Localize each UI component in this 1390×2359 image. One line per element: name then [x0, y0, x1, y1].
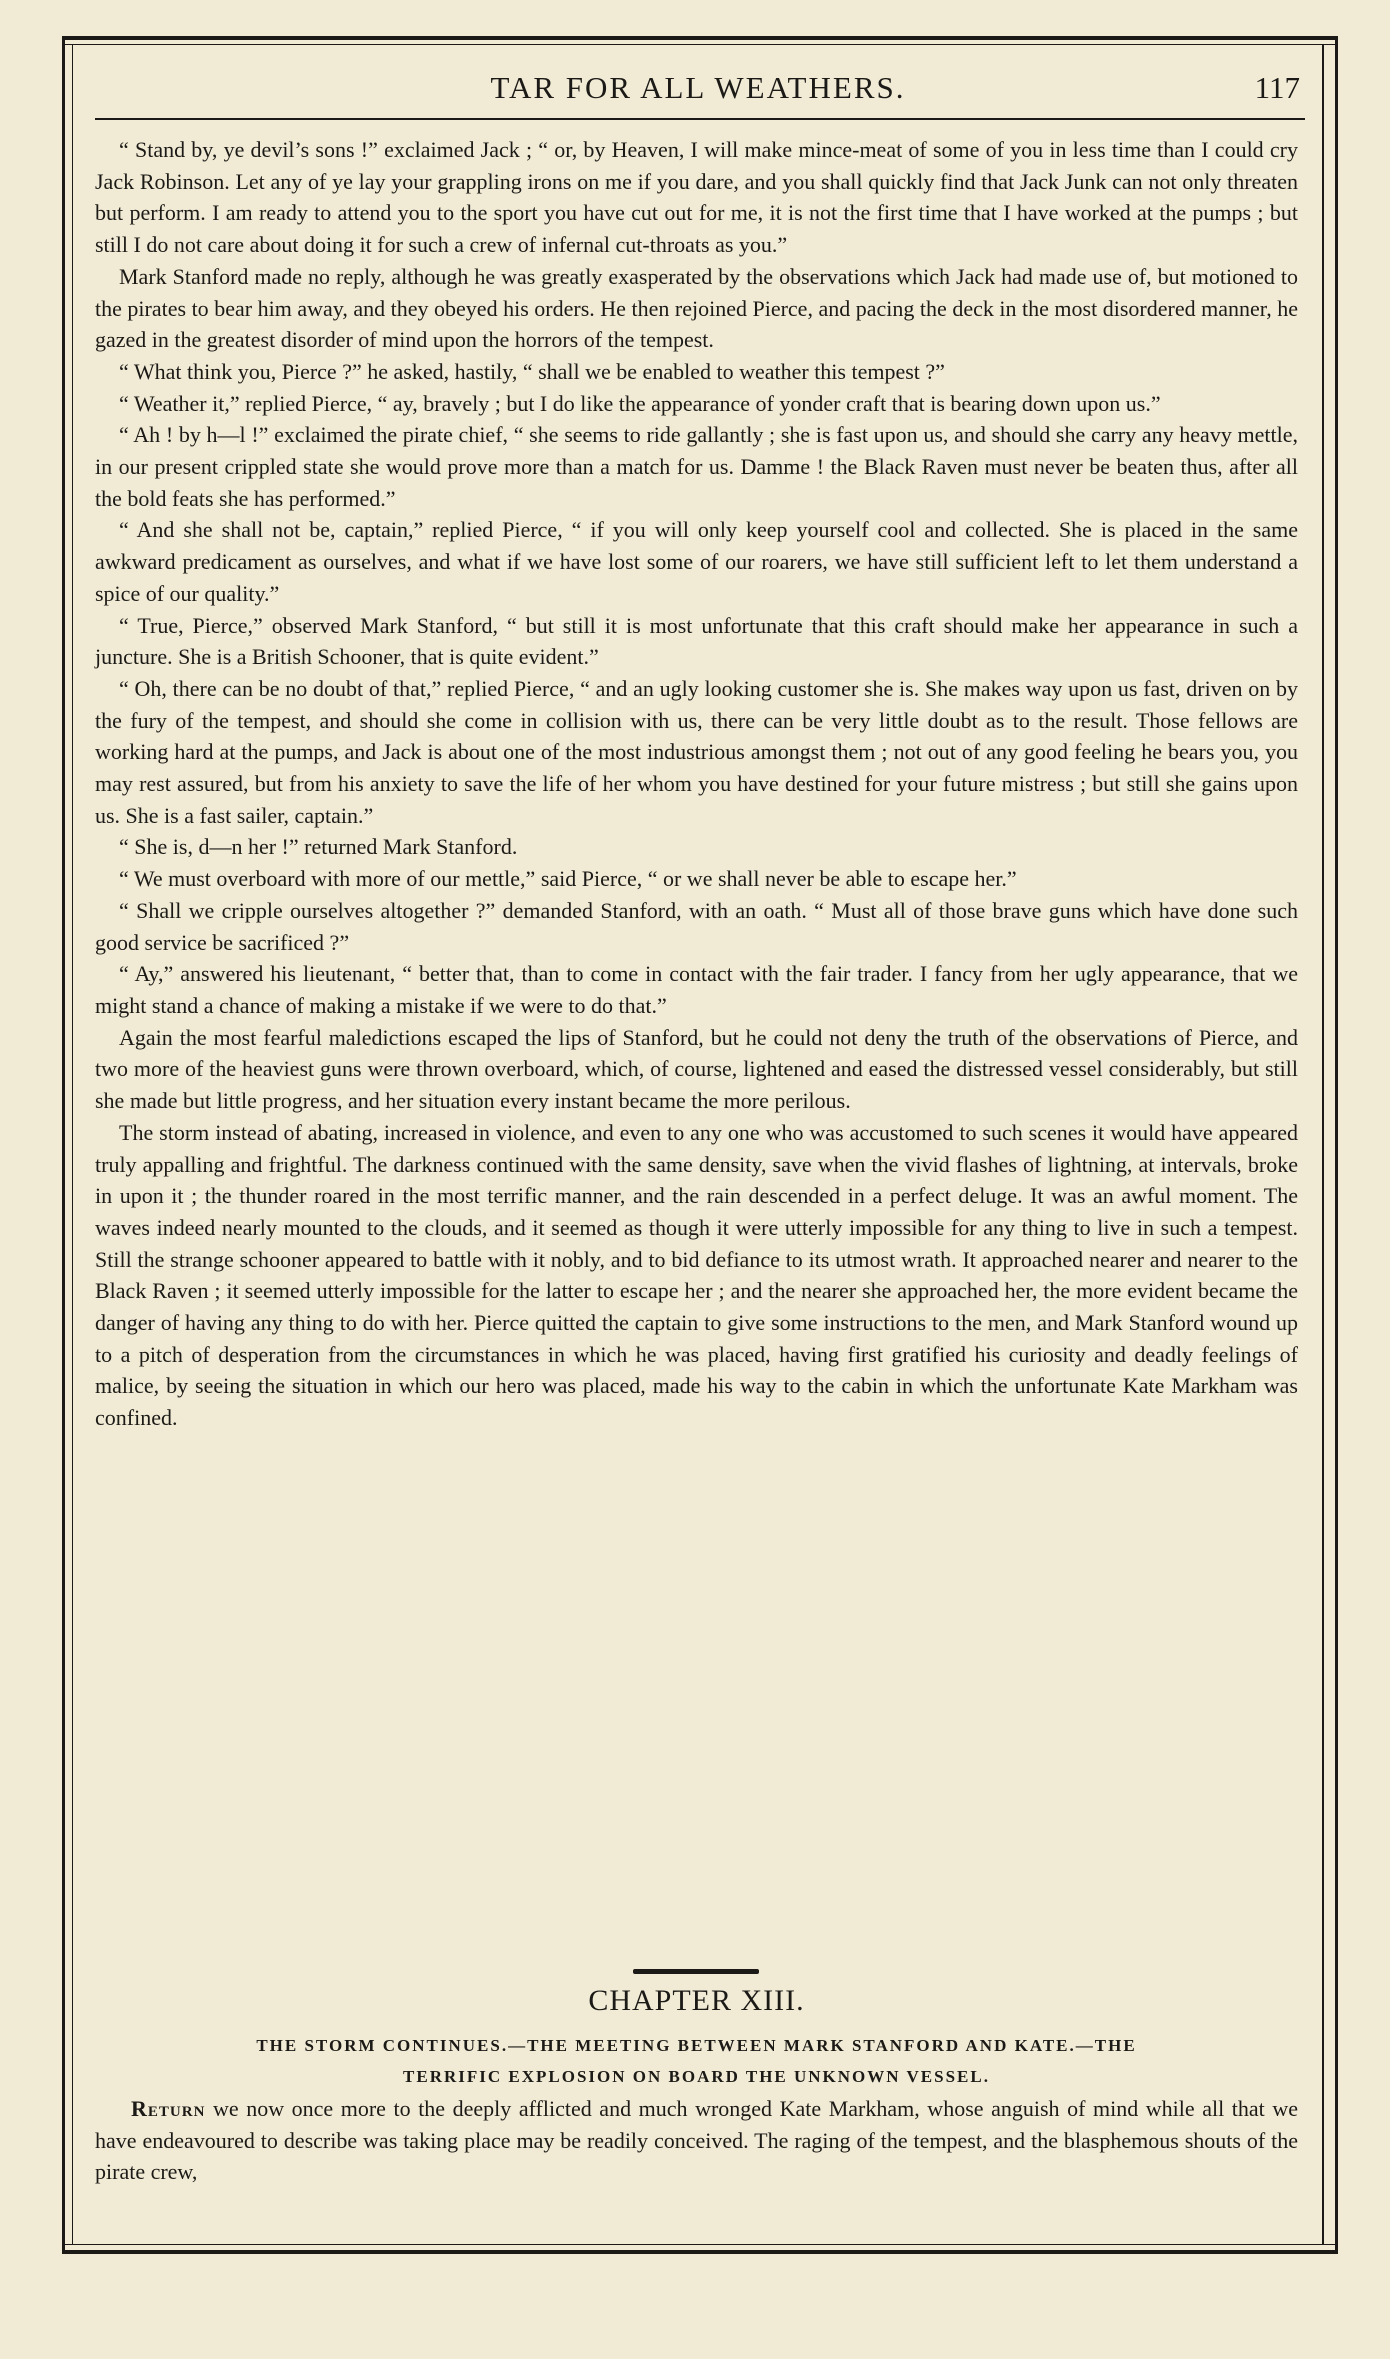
left-border-inner-rule — [72, 44, 73, 2244]
chapter-body — [95, 2093, 1298, 2188]
paragraph: “ We must overboard with more of our mettle,” said Pierce, “ or we shall never be able to escape her.” — [119, 866, 1017, 892]
paragraph: “ And she shall not be, captain,” replied Pierce, “ if you will only keep yourself cool and collected. She is placed in the same awkward predicament as ourselves, and what if we have lost some of our roarers, we have still sufficient left to let them understand a spice of our quality.” — [95, 517, 1298, 606]
paragraph: “ Ah ! by h—l !” exclaimed the pirate chief, “ she seems to ride gallantly ; she is fast upon us, and should she carry any heavy mettle, in our present crippled state she would prove more than a match for us. Damme ! the Black Raven must never be beaten thus, after all the bold feats she has performed.” — [95, 422, 1298, 511]
header-rule — [95, 118, 1305, 120]
chapter-summary — [95, 2030, 1298, 2092]
paragraph: “ What think you, Pierce ?” he asked, hastily, “ shall we be enabled to weather this tempest ?” — [119, 358, 945, 384]
chapter-opening-paragraph — [95, 2093, 1298, 2188]
right-border-rule — [1335, 36, 1338, 2252]
paragraph: Again the most fearful maledictions escaped the lips of Stanford, but he could not deny the truth of the observations of Pierce, and two more of the heaviest guns were thrown overboard, which, of course, lightened and eased the distressed vessel considerably, but still she made but little progress, and her situation every instant became the more perilous. — [95, 1024, 1298, 1114]
paragraph: “ Stand by, ye devil’s sons !” exclaimed Jack ; “ or, by Heaven, I will make mince-meat of some of you in less time than I could cry Jack Robinson. Let any of ye lay your grappling irons on me if you dare, and you shall quickly find that Jack Junk can not only threaten but perform. I am ready to attend you to the sport you have cut out for me, it is not the first time that I have worked at the pumps ; but still I do not care about doing it for such a crew of infernal cut-throats as you.” — [95, 137, 1298, 258]
paragraph: “ Oh, there can be no doubt of that,” replied Pierce, “ and an ugly looking customer she is. She makes way upon us fast, driven on by the fury of the tempest, and should she come in collision with us, there can be very little doubt as to the result. Those fellows are working hard at the pumps, and Jack is about one of the most industrious amongst them ; not out of any good feeling he bears you, you may rest assured, but from his anxiety to save the life of her whom you have destined for your future mistress ; but still she gains upon us. She is a fast sailer, captain.” — [95, 675, 1298, 828]
paragraph: Mark Stanford made no reply, although he was greatly exasperated by the observations which Jack had made use of, but motioned to the pirates to bear him away, and they obeyed his orders. He then rejoined Pierce, and pacing the deck in the most disordered manner, he gazed in the greatest disorder of mind upon the horrors of the tempest. — [95, 263, 1298, 353]
paragraph: “ She is, d—n her !” returned Mark Stanford. — [119, 834, 518, 860]
bottom-border-inner-rule — [62, 2244, 1338, 2245]
page-number: 117 — [1254, 70, 1300, 105]
opening-word: Return — [131, 2096, 206, 2121]
left-border-rule — [62, 36, 65, 2252]
bottom-border-rule — [62, 2250, 1338, 2254]
chapter-summary-line: THE STORM CONTINUES.—THE MEETING BETWEEN MARK STANFORD AND KATE.—THE — [256, 2036, 1137, 2055]
top-border-inner-rule — [62, 44, 1338, 45]
paragraph: “ Ay,” answered his lieutenant, “ better that, than to come in contact with the fair trader. I fancy from her ugly appearance, that we might stand a chance of making a mistake if we were to do that.” — [95, 961, 1298, 1018]
chapter-summary-line: TERRIFIC EXPLOSION ON BOARD THE UNKNOWN VESSEL. — [403, 2067, 990, 2086]
chapter-heading: CHAPTER XIII. — [588, 1984, 805, 2017]
top-border-rule — [62, 36, 1338, 40]
running-title: TAR FOR ALL WEATHERS. — [490, 70, 906, 105]
opening-text: we now once more to the deeply afflicted and much wronged Kate Markham, whose anguish of mind while all that we have endeavoured to describe was taking place may be readily conceived. The raging of the tempest, and the blasphemous shouts of the pirate crew, — [95, 2096, 1298, 2185]
paragraph: “ True, Pierce,” observed Mark Stanford, “ but still it is most unfortunate that this craft should make her appearance in such a juncture. She is a British Schooner, that is quite evident.” — [95, 612, 1298, 670]
right-border-inner-rule — [1322, 44, 1324, 2244]
section-divider-ornament — [633, 1969, 759, 1974]
paragraph: “ Shall we cripple ourselves altogether ?” demanded Stanford, with an oath. “ Must all of those brave guns which have done such good service be sacrificed ?” — [95, 897, 1298, 955]
body-text — [95, 134, 1298, 1434]
paragraph: “ Weather it,” replied Pierce, “ ay, bravely ; but I do like the appearance of yonder craft that is bearing down upon us.” — [119, 390, 1161, 416]
running-header — [88, 66, 1308, 116]
paragraph: The storm instead of abating, increased in violence, and even to any one who was accustomed to such scenes it would have appeared truly appalling and frightful. The darkness continued with the same density, save when the vivid flashes of lightning, at intervals, broke in upon it ; the thunder roared in the most terrific manner, and the rain descended in a perfect deluge. It was an awful moment. The waves indeed nearly mounted to the clouds, and it seemed as though it were utterly impossible for any thing to live in such a tempest. Still the strange schooner appeared to battle with it nobly, and to bid defiance to its utmost wrath. It approached nearer and nearer to the Black Raven ; it seemed utterly impossible for the latter to escape her ; and the nearer she approached her, the more evident became the danger of having any thing to do with her. Pierce quitted the captain to give some instructions to the men, and Mark Stanford wound up to a pitch of desperation from the circumstances in which he was placed, having first gratified his curiosity and deadly feelings of malice, by seeing the situation in which our hero was placed, made his way to the cabin in which the unfortunate Kate Markham was confined. — [95, 1119, 1298, 1431]
